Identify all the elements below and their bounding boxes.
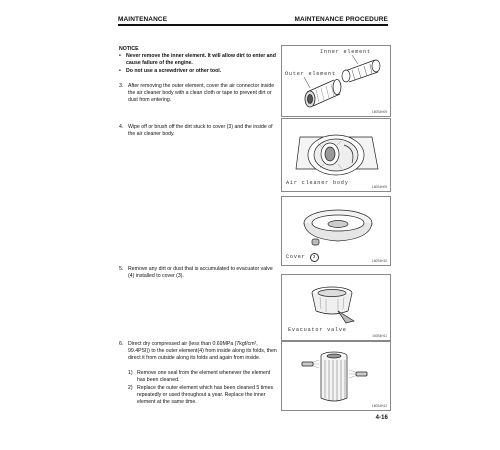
step-text: Remove any dirt or dust that is accumulated to evacuator valve (4) installed to cover (3). [128, 266, 273, 280]
step-text: Direct dry compressed air (less than 0.69MPa (7kgf/cm², 99.4PSI)) to the outer element(4) from inside along its folds, then direct it from outside along its folds and again from inside. [128, 341, 277, 362]
label-cover-text: Cover [286, 254, 306, 260]
substep-text: Replace the outer element which has been cleaned 5 times repeatedly or used throughout a year. Replace the inner element at the same time. [137, 385, 274, 406]
figure-elements [281, 45, 391, 117]
notice-item-text: Never remove the inner element. It will allow dirt to enter and cause failure of the engine. [126, 53, 276, 67]
step-number: 3. [119, 83, 124, 89]
figure-code: 160S4H12 [371, 404, 387, 408]
label-air-cleaner-body: Air cleaner body [286, 180, 349, 186]
page-number: 4-16 [375, 415, 388, 421]
notice-item-text: Do not use a screwdriver or other tool. [126, 68, 222, 74]
step-4 [119, 124, 279, 138]
header-rule [118, 24, 388, 26]
substep-2 [128, 385, 278, 407]
figure-air-cleaner-body [281, 118, 391, 192]
compressed-air-illustration [282, 342, 390, 410]
substep-number: 1) [128, 370, 133, 376]
bullet-icon: • [119, 68, 121, 74]
step-number: 6. [119, 341, 124, 347]
figure-code: 160S4H09 [371, 185, 387, 189]
step-number: 4. [119, 124, 124, 130]
figure-evacuator-valve [281, 274, 391, 341]
step-text: After removing the outer element, cover the air connector inside the air cleaner body with a clean cloth or tape to prevent dirt or dust from entering. [128, 83, 275, 104]
step-5 [119, 266, 279, 280]
step-text: Wipe off or brush off the dirt stuck to cover (3) and the inside of the air cleaner body. [128, 124, 273, 138]
header-section-title: MAINTENANCE [118, 16, 168, 23]
figure-compressed-air [281, 341, 391, 411]
notice-title: NOTICE [119, 46, 139, 52]
label-outer-element: Outer element [285, 71, 336, 77]
substep-1 [128, 370, 278, 384]
step-3 [119, 83, 279, 105]
figure-code: 160S4H10 [371, 259, 387, 263]
label-cover [286, 253, 319, 262]
figure-cover [281, 196, 391, 266]
step-number: 5. [119, 266, 124, 272]
label-inner-element: Inner element [320, 49, 371, 55]
bullet-icon: • [119, 53, 121, 59]
elements-illustration [282, 46, 390, 116]
figure-code: 160S4H09 [371, 110, 387, 114]
notice-item [119, 53, 281, 67]
step-6 [119, 341, 279, 363]
label-evacuator-valve: Evacuator valve [288, 327, 347, 333]
header-chapter-title: MAINTENANCE PROCEDURE [294, 16, 388, 23]
substep-text: Remove one seal from the element whenever the element has been cleaned. [137, 370, 271, 384]
notice-item [119, 68, 281, 75]
substep-number: 2) [128, 385, 133, 391]
figure-code: 160S4H11 [372, 334, 387, 338]
circled-number: 3 [310, 253, 319, 262]
